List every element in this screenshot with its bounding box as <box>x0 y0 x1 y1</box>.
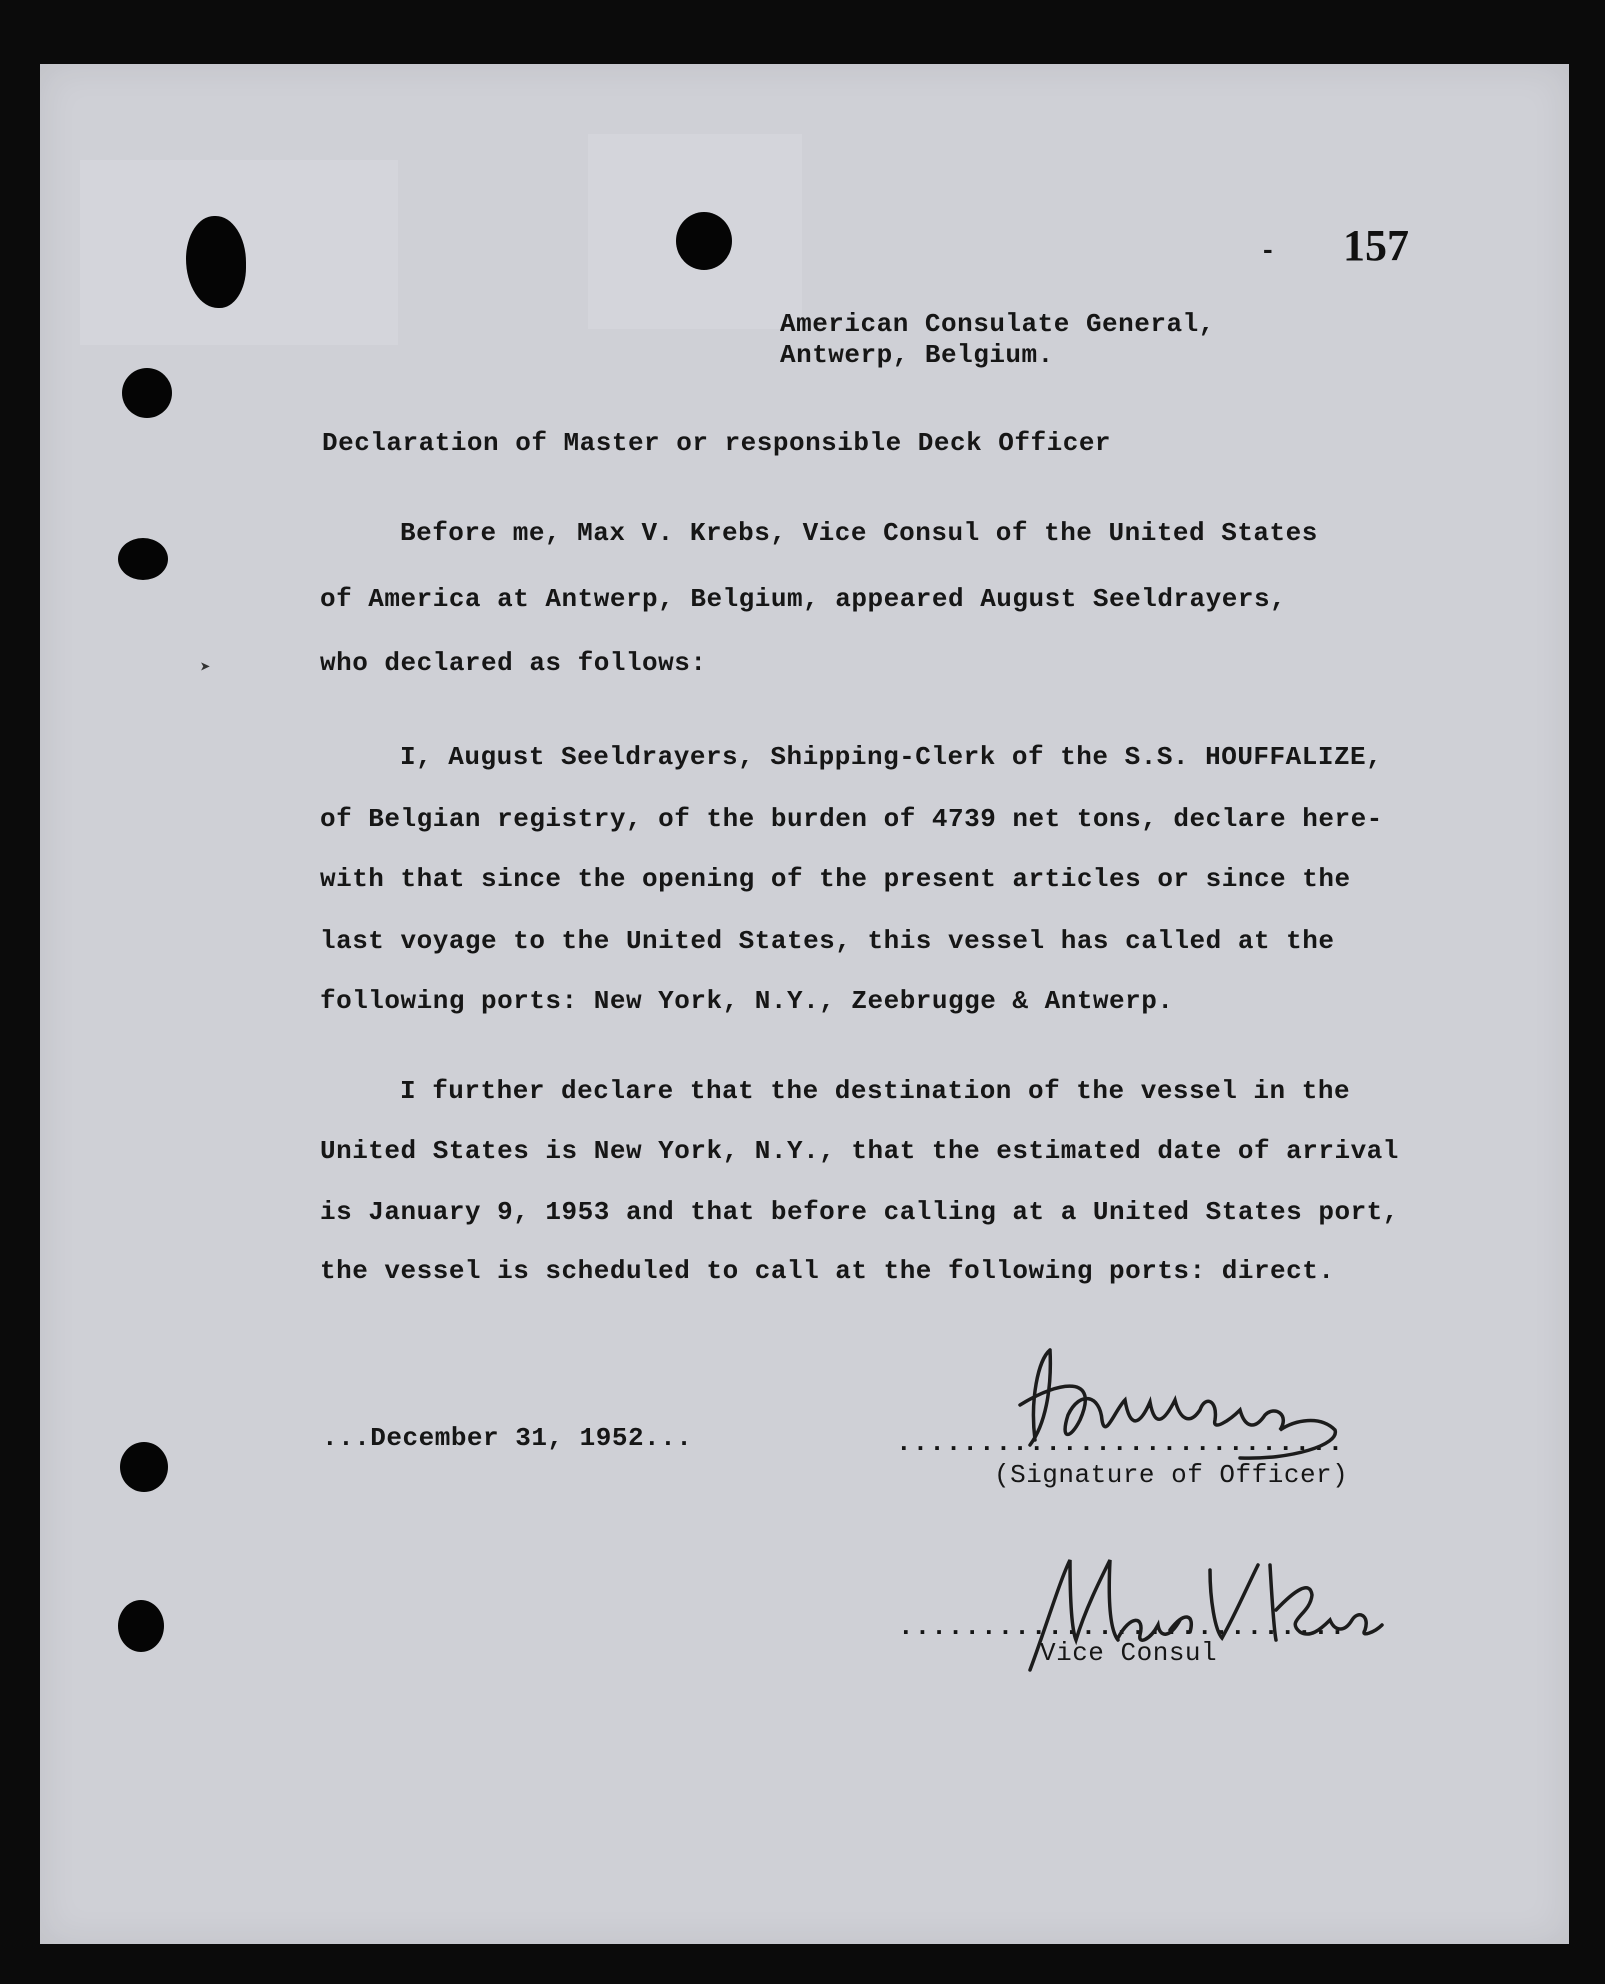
punch-hole <box>120 1442 168 1492</box>
para1-line: who declared as follows: <box>320 648 707 678</box>
punch-hole <box>676 212 732 270</box>
para1-line: of America at Antwerp, Belgium, appeared August Seeldrayers, <box>320 584 1287 614</box>
officer-signature-line: ........................... <box>896 1428 1345 1458</box>
punch-hole <box>122 368 172 418</box>
consul-signature-line: ........................... <box>898 1612 1347 1642</box>
para3-line: the vessel is scheduled to call at the following ports: direct. <box>320 1256 1335 1286</box>
page-number: 157 <box>1343 221 1409 270</box>
para2-line: last voyage to the United States, this vessel has called at the <box>320 926 1335 956</box>
para3-line: United States is New York, N.Y., that the estimated date of arrival <box>320 1136 1399 1166</box>
officer-signature <box>990 1320 1370 1470</box>
margin-mark: ➤ <box>200 659 212 679</box>
header-line-2: Antwerp, Belgium. <box>780 340 1054 370</box>
para3-line: is January 9, 1953 and that before calling at a United States port, <box>320 1197 1399 1227</box>
para2-line: with that since the opening of the present articles or since the <box>320 864 1351 894</box>
page-dash: - <box>1260 236 1276 266</box>
punch-hole <box>186 216 246 308</box>
officer-signature-label: (Signature of Officer) <box>994 1460 1349 1490</box>
document-title: Declaration of Master or responsible Deck Officer <box>322 428 1112 458</box>
vice-consul-label: Vice Consul <box>1040 1638 1218 1668</box>
punch-hole <box>118 538 168 580</box>
para2-line: I, August Seeldrayers, Shipping-Clerk of the S.S. HOUFFALIZE, <box>400 742 1383 772</box>
para2-line: following ports: New York, N.Y., Zeebrugge & Antwerp. <box>320 986 1174 1016</box>
declaration-date: ...December 31, 1952... <box>322 1423 693 1453</box>
para3-line: I further declare that the destination of the vessel in the <box>400 1076 1351 1106</box>
punch-hole <box>118 1600 164 1652</box>
para2-line: of Belgian registry, of the burden of 4739 net tons, declare here- <box>320 804 1383 834</box>
header-line-1: American Consulate General, <box>780 309 1215 339</box>
para1-line: Before me, Max V. Krebs, Vice Consul of the United States <box>400 518 1318 548</box>
